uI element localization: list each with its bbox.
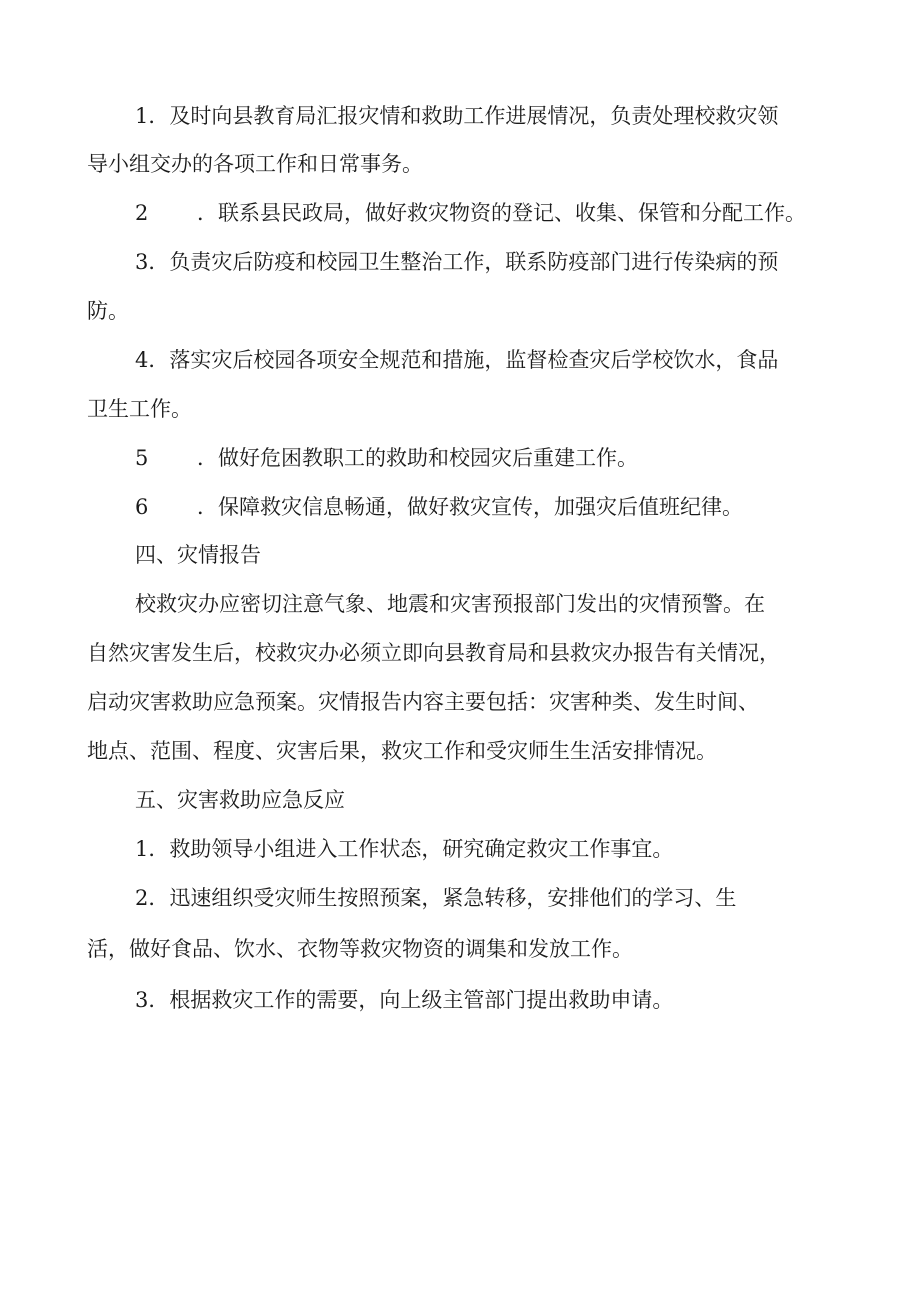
heading-text: 四、灾情报告 xyxy=(135,543,261,567)
item-number: 1 xyxy=(135,837,149,861)
section-heading-4 xyxy=(135,540,261,570)
paragraph-line-2 xyxy=(87,638,780,668)
item-1-line-1 xyxy=(135,101,778,131)
item-text: ．根据救灾工作的需要，向上级主管部门提出救助申请。 xyxy=(148,988,674,1012)
item-number: 3 xyxy=(135,988,149,1012)
response-item-1 xyxy=(135,834,673,864)
item-6 xyxy=(135,492,743,522)
item-text: 卫生工作。 xyxy=(87,397,192,421)
paragraph-line-4 xyxy=(87,736,717,766)
item-number: 1 xyxy=(135,104,149,128)
paragraph-text: 地点、范围、程度、灾害后果，救灾工作和受灾师生生活安排情况。 xyxy=(87,739,717,763)
item-text: ．做好危困教职工的救助和校园灾后重建工作。 xyxy=(197,446,638,470)
item-1-line-2 xyxy=(87,149,423,179)
item-4-line-1 xyxy=(135,345,778,375)
paragraph-text: 校救灾办应密切注意气象、地震和灾害预报部门发出的灾情预警。在 xyxy=(135,592,765,616)
response-item-2-line-2 xyxy=(87,934,633,964)
paragraph-text: 自然灾害发生后，校救灾办必须立即向县教育局和县救灾办报告有关情况， xyxy=(87,641,780,665)
item-3-line-2 xyxy=(87,296,129,326)
item-number: 2 xyxy=(135,201,149,225)
item-number: 6 xyxy=(135,495,149,519)
item-text: ．救助领导小组进入工作状态，研究确定救灾工作事宜。 xyxy=(148,837,674,861)
item-text: 活，做好食品、饮水、衣物等救灾物资的调集和发放工作。 xyxy=(87,937,633,961)
item-5 xyxy=(135,443,638,473)
item-4-line-2 xyxy=(87,394,192,424)
item-3-line-1 xyxy=(135,247,778,277)
section-heading-5 xyxy=(135,785,345,815)
item-number: 2 xyxy=(135,886,149,910)
item-text: 防。 xyxy=(87,299,129,323)
paragraph-text: 启动灾害救助应急预案。灾情报告内容主要包括：灾害种类、发生时间、 xyxy=(87,690,759,714)
item-2 xyxy=(135,198,806,228)
item-number: 4 xyxy=(135,348,149,372)
heading-text: 五、灾害救助应急反应 xyxy=(135,788,345,812)
response-item-2-line-1 xyxy=(135,883,736,913)
item-text: ．保障救灾信息畅通，做好救灾宣传，加强灾后值班纪律。 xyxy=(197,495,743,519)
item-text: 导小组交办的各项工作和日常事务。 xyxy=(87,152,423,176)
item-number: 5 xyxy=(135,446,149,470)
item-text: ．及时向县教育局汇报灾情和救助工作进展情况，负责处理校救灾领 xyxy=(148,104,779,128)
item-text: ．联系县民政局，做好救灾物资的登记、收集、保管和分配工作。 xyxy=(197,201,806,225)
paragraph-line-3 xyxy=(87,687,759,717)
paragraph-line-1 xyxy=(135,589,765,619)
item-text: ．迅速组织受灾师生按照预案，紧急转移，安排他们的学习、生 xyxy=(148,886,737,910)
item-number: 3 xyxy=(135,250,149,274)
item-text: ．负责灾后防疫和校园卫生整治工作，联系防疫部门进行传染病的预 xyxy=(148,250,779,274)
item-text: ．落实灾后校园各项安全规范和措施，监督检查灾后学校饮水，食品 xyxy=(148,348,779,372)
response-item-3 xyxy=(135,985,673,1015)
